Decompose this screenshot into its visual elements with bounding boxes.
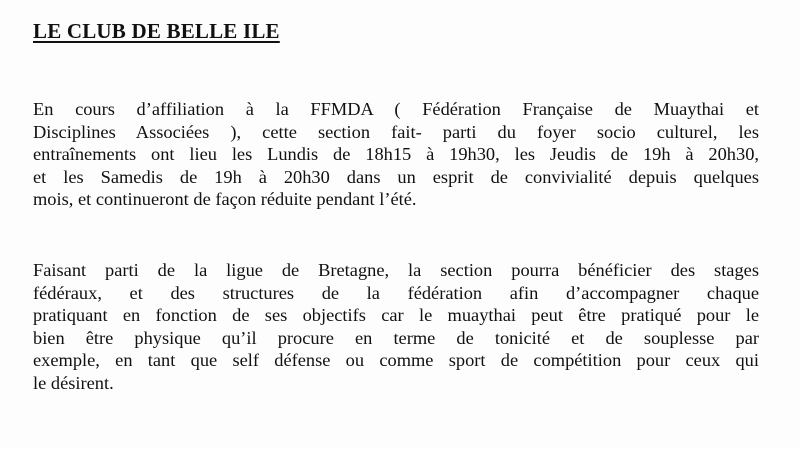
paragraph-ligue-bretagne [33,259,759,394]
text-line: Faisant parti de la ligue de Bretagne, la section pourra bénéficier des stages [33,260,759,280]
paragraph-affiliation [33,98,759,211]
text-line: fédéraux, et des structures de la fédération afin d’accompagner chaque [33,282,759,303]
text-line: exemple, en tant que self défense ou comme sport de compétition pour ceux qui [33,350,759,370]
text-line: pratiquant en fonction de ses objectifs car le muaythai peut être pratiqué pour le [33,305,759,325]
text-line: mois, et continueront de façon réduite pendant l’été. [33,189,417,209]
text-line: bien être physique qu’il procure en terme de tonicité et de souplesse par [33,327,759,348]
text-line: et les Samedis de 19h à 20h30 dans un esprit de convivialité depuis quelques [33,166,759,187]
document-title: LE CLUB DE BELLE ILE [33,19,280,43]
text-line: le désirent. [33,372,114,393]
text-line: Disciplines Associées ), cette section fait- parti du foyer socio culturel, les [33,121,759,142]
text-line: En cours d’affiliation à la FFMDA ( Fédération Française de Muaythai et [33,99,759,119]
text-line: entraînements ont lieu les Lundis de 18h15 à 19h30, les Jeudis de 19h à 20h30, [33,144,759,164]
